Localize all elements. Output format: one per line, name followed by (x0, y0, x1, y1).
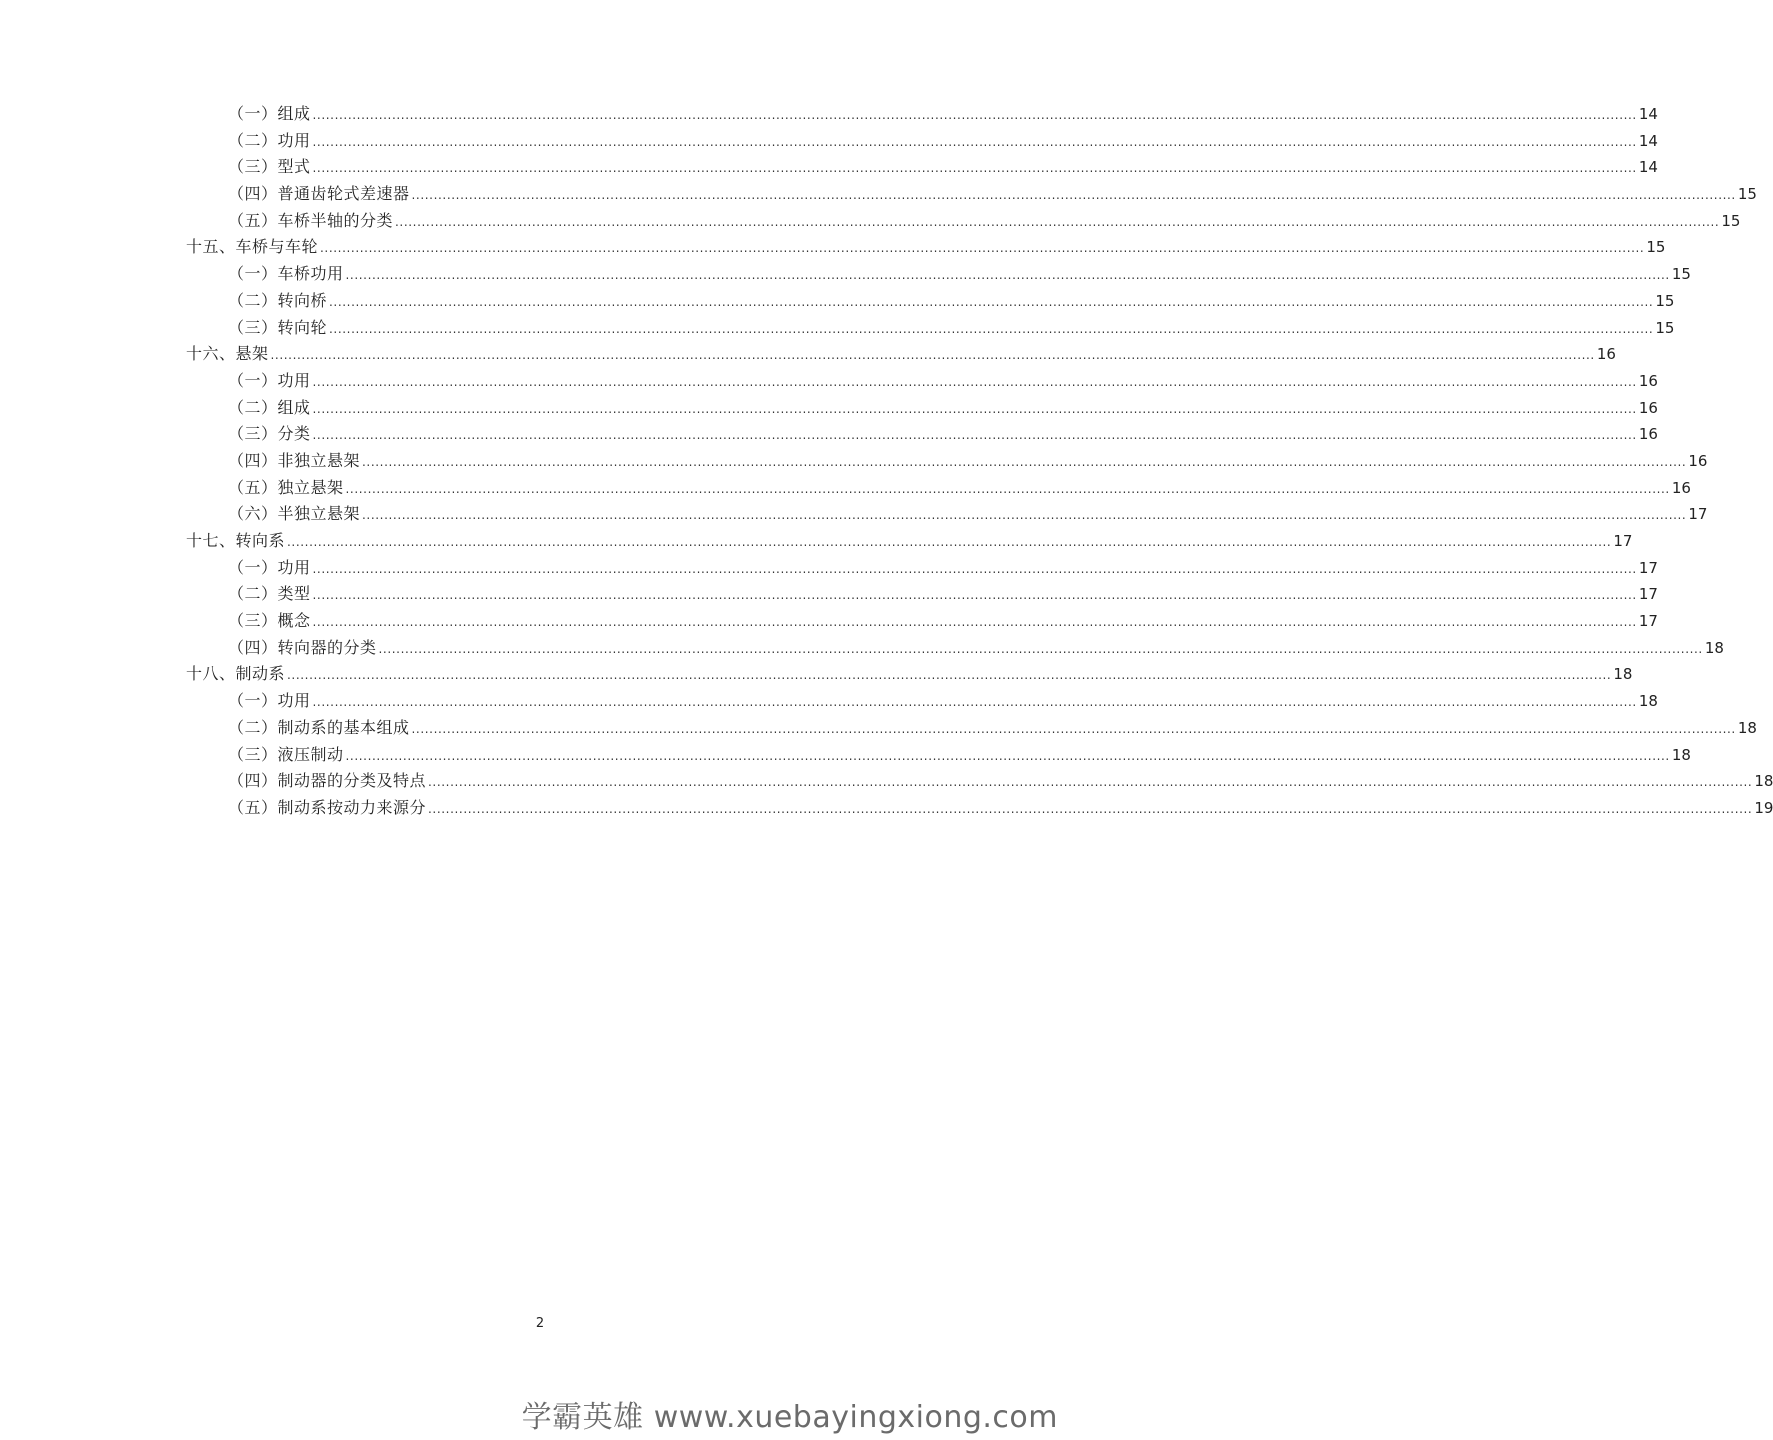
toc-entry[interactable] (186, 421, 1658, 448)
toc-entry-title: （三）液压制动 (228, 744, 344, 764)
toc-entry[interactable] (186, 688, 1658, 715)
toc-leader-dots: ............................................................................................................................................................................................................................................................................................................ (345, 748, 1670, 763)
toc-leader-dots: ............................................................................................................................................................................................................................................................................................................ (362, 508, 1687, 523)
toc-entry-title: （五）独立悬架 (228, 477, 344, 497)
toc-entry[interactable] (186, 315, 1675, 342)
toc-entry-title: （一）功用 (228, 557, 311, 577)
toc-entry-title: （六）半独立悬架 (228, 504, 361, 524)
toc-entry-page: 18 (1671, 745, 1691, 764)
toc-leader-dots: ............................................................................................................................................................................................................................................................................................................ (428, 775, 1753, 790)
toc-entry[interactable] (186, 395, 1658, 422)
toc-entry-title: （三）型式 (228, 157, 311, 177)
toc-leader-dots: ............................................................................................................................................................................................................................................................................................................ (312, 134, 1637, 149)
toc-entry-title: 十七、转向系 (186, 531, 286, 550)
toc-leader-dots: ............................................................................................................................................................................................................................................................................................................ (312, 401, 1637, 416)
toc-entry-title: （四）转向器的分类 (228, 637, 377, 657)
toc-entry[interactable] (186, 795, 1773, 822)
toc-leader-dots: ............................................................................................................................................................................................................................................................................................................ (312, 161, 1637, 176)
toc-entry-title: （三）概念 (228, 611, 311, 631)
toc-leader-dots: ............................................................................................................................................................................................................................................................................................................ (312, 108, 1637, 122)
toc-entry[interactable] (186, 128, 1658, 155)
toc-entry-page: 14 (1638, 158, 1658, 177)
toc-leader-dots: ............................................................................................................................................................................................................................................................................................................ (312, 374, 1637, 389)
toc-leader-dots: ............................................................................................................................................................................................................................................................................................................ (411, 188, 1736, 203)
toc-entry-title: （五）车桥半轴的分类 (228, 210, 394, 230)
toc-entry-page: 17 (1638, 585, 1658, 604)
toc-entry-page: 15 (1655, 291, 1675, 310)
toc-entry-page: 16 (1688, 451, 1708, 470)
toc-entry-page: 18 (1613, 665, 1633, 684)
toc-leader-dots: ............................................................................................................................................................................................................................................................................................................ (378, 641, 1703, 656)
toc-entry-page: 15 (1737, 185, 1757, 204)
toc-entry[interactable] (186, 208, 1741, 235)
toc-entry-title: （一）功用 (228, 691, 311, 711)
toc-entry-page: 15 (1655, 318, 1675, 337)
toc-entry[interactable] (186, 555, 1658, 582)
toc-leader-dots: ............................................................................................................................................................................................................................................................................................................ (362, 454, 1687, 469)
toc-leader-dots: ............................................................................................................................................................................................................................................................................................................ (428, 801, 1753, 816)
toc-entry-page: 18 (1638, 692, 1658, 711)
toc-entry-title: 十五、车桥与车轮 (186, 237, 319, 257)
toc-entry[interactable] (186, 101, 1658, 128)
toc-entry-title: （三）转向轮 (228, 317, 328, 337)
toc-entry[interactable] (186, 154, 1658, 181)
toc-entry[interactable] (186, 715, 1757, 742)
toc-leader-dots: ............................................................................................................................................................................................................................................................................................................ (312, 428, 1637, 443)
toc-entry-title: （二）制动系的基本组成 (228, 717, 410, 737)
toc-entry-title: 十八、制动系 (186, 664, 286, 684)
toc-entry-title: （一）功用 (228, 370, 311, 390)
page-number: 2 (535, 1316, 545, 1331)
toc-entry-title: （二）类型 (228, 584, 311, 604)
toc-entry-page: 14 (1638, 131, 1658, 150)
toc-leader-dots: ............................................................................................................................................................................................................................................................................................................ (287, 668, 1612, 683)
toc-entry-page: 16 (1638, 425, 1658, 444)
toc-entry-page: 16 (1671, 478, 1691, 497)
toc-leader-dots: ............................................................................................................................................................................................................................................................................................................ (312, 615, 1637, 630)
table-of-contents (186, 101, 1773, 822)
toc-entry-page: 17 (1638, 612, 1658, 631)
toc-entry[interactable] (186, 341, 1616, 368)
toc-entry[interactable] (186, 288, 1675, 315)
toc-leader-dots: ............................................................................................................................................................................................................................................................................................................ (345, 481, 1670, 496)
toc-entry[interactable] (186, 261, 1691, 288)
toc-leader-dots: ............................................................................................................................................................................................................................................................................................................ (329, 294, 1654, 309)
toc-entry-title: （二）功用 (228, 130, 311, 150)
toc-entry-title: （五）制动系按动力来源分 (228, 797, 427, 817)
toc-leader-dots: ............................................................................................................................................................................................................................................................................................................ (312, 561, 1637, 576)
toc-entry[interactable] (186, 448, 1708, 475)
toc-entry[interactable] (186, 635, 1724, 662)
toc-entry-title: （一）车桥功用 (228, 264, 344, 284)
toc-entry-title: （一）组成 (228, 104, 311, 123)
toc-entry[interactable] (186, 661, 1633, 688)
toc-leader-dots: ............................................................................................................................................................................................................................................................................................................ (411, 721, 1736, 736)
toc-entry[interactable] (186, 475, 1691, 502)
toc-entry-title: （二）转向桥 (228, 290, 328, 310)
toc-entry-title: （四）非独立悬架 (228, 450, 361, 470)
toc-leader-dots: ............................................................................................................................................................................................................................................................................................................ (320, 241, 1645, 256)
toc-entry-page: 18 (1737, 718, 1757, 737)
toc-entry-page: 18 (1754, 772, 1773, 791)
watermark: 学霸英雄 www.xuebayingxiong.com (521, 1400, 1058, 1435)
toc-entry-page: 19 (1754, 798, 1773, 817)
toc-leader-dots: ............................................................................................................................................................................................................................................................................................................ (312, 695, 1637, 710)
toc-entry-page: 15 (1721, 211, 1741, 230)
toc-leader-dots: ............................................................................................................................................................................................................................................................................................................ (287, 535, 1612, 549)
toc-entry[interactable] (186, 234, 1666, 261)
toc-entry-title: （三）分类 (228, 424, 311, 444)
toc-entry[interactable] (186, 581, 1658, 608)
toc-leader-dots: ............................................................................................................................................................................................................................................................................................................ (270, 348, 1595, 363)
toc-entry-title: （四）制动器的分类及特点 (228, 771, 427, 791)
toc-entry[interactable] (186, 608, 1658, 635)
toc-entry-page: 17 (1613, 532, 1633, 550)
toc-leader-dots: ............................................................................................................................................................................................................................................................................................................ (395, 214, 1720, 229)
toc-entry[interactable] (186, 181, 1757, 208)
toc-entry-title: （四）普通齿轮式差速器 (228, 184, 410, 204)
toc-entry[interactable] (186, 742, 1691, 769)
toc-leader-dots: ............................................................................................................................................................................................................................................................................................................ (329, 321, 1654, 336)
toc-leader-dots: ............................................................................................................................................................................................................................................................................................................ (312, 588, 1637, 603)
toc-entry-page: 16 (1638, 398, 1658, 417)
toc-entry-page: 17 (1688, 505, 1708, 524)
toc-entry[interactable] (186, 501, 1708, 528)
toc-entry-page: 14 (1638, 105, 1658, 123)
toc-entry-title: （二）组成 (228, 397, 311, 417)
toc-entry[interactable] (186, 528, 1633, 555)
toc-entry-page: 16 (1596, 345, 1616, 364)
toc-entry[interactable] (186, 768, 1773, 795)
toc-entry-page: 18 (1704, 638, 1724, 657)
toc-entry[interactable] (186, 368, 1658, 395)
toc-leader-dots: ............................................................................................................................................................................................................................................................................................................ (345, 268, 1670, 283)
toc-entry-page: 16 (1638, 371, 1658, 390)
toc-entry-page: 17 (1638, 558, 1658, 577)
toc-entry-page: 15 (1671, 265, 1691, 284)
toc-entry-page: 15 (1646, 238, 1666, 257)
toc-entry-title: 十六、悬架 (186, 344, 269, 364)
